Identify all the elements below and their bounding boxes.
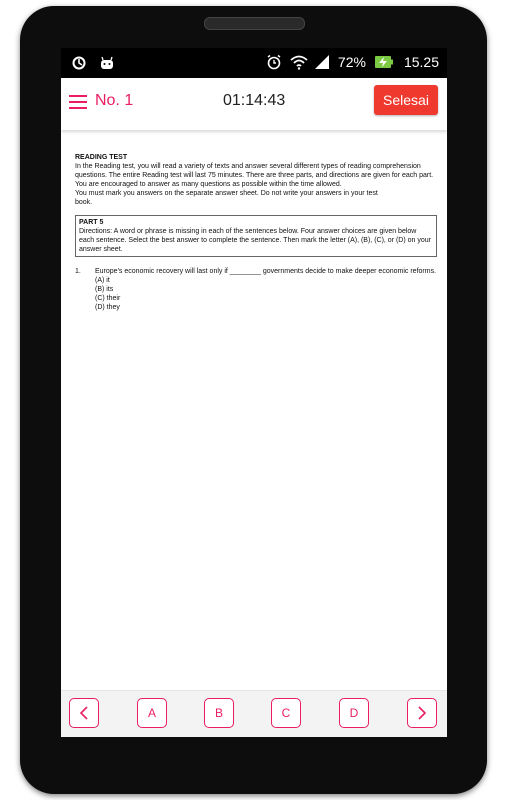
answer-b-button[interactable]: B: [204, 698, 234, 728]
wifi-icon: [290, 54, 306, 70]
app-bar: [61, 78, 447, 130]
question-document: [75, 153, 437, 312]
status-bar: [61, 48, 447, 78]
clock: 15.25: [403, 54, 439, 70]
question-item-number: 1.: [75, 268, 81, 275]
document-title: READING TEST: [75, 154, 128, 161]
app-screen: [61, 48, 447, 737]
intro-line: You must mark you answers on the separate answer sheet. Do not write your answers in your test: [75, 190, 378, 197]
directions-text: Directions: A word or phrase is missing in each of the sentences below. Four answer choices are given below each sentence. Select the best answer to complete the sentence. Then mark the letter (A), (B), (C), or (D) on your answer sheet.: [79, 228, 431, 253]
phone-speaker: [204, 17, 305, 30]
intro-line: In the Reading test, you will read a variety of texts and answer several different types of reading comprehension: [75, 163, 421, 170]
choice-c: (C) their: [95, 295, 121, 302]
previous-question-button[interactable]: [69, 698, 99, 728]
question-text: Europe's economic recovery will last only if ________ governments decide to make deeper economic reforms.: [95, 268, 437, 275]
part-directions-box: [75, 215, 437, 257]
choice-a: (A) it: [95, 277, 110, 284]
question-item: [75, 267, 437, 276]
answer-c-button[interactable]: C: [271, 698, 301, 728]
intro-line: questions. The entire Reading test will last 75 minutes. There are three parts, and directions are given for each part.: [75, 172, 434, 179]
part-title: PART 5: [79, 219, 104, 226]
finish-button[interactable]: Selesai: [374, 85, 438, 115]
intro-line: book.: [75, 199, 93, 206]
choice-b: (B) its: [95, 286, 114, 293]
battery-percent: 72%: [337, 54, 366, 70]
hamburger-menu-icon[interactable]: [69, 95, 87, 109]
android-icon: [99, 55, 115, 71]
answer-nav-bar: [61, 690, 447, 737]
data-saver-icon: [71, 55, 87, 71]
question-number: No. 1: [95, 92, 134, 109]
next-question-button[interactable]: [407, 698, 437, 728]
answer-choices: [95, 276, 437, 312]
countdown-timer: 01:14:43: [223, 92, 286, 109]
choice-d: (D) they: [95, 304, 120, 311]
intro-line: You are encouraged to answer as many questions as possible within the time allowed.: [75, 181, 342, 188]
signal-icon: [314, 54, 330, 70]
answer-d-button[interactable]: D: [339, 698, 369, 728]
alarm-icon: [266, 54, 282, 70]
chevron-right-icon: [416, 706, 428, 720]
battery-charging-icon: [374, 54, 390, 70]
intro-text: [75, 162, 437, 207]
answer-a-button[interactable]: A: [137, 698, 167, 728]
chevron-left-icon: [78, 706, 90, 720]
